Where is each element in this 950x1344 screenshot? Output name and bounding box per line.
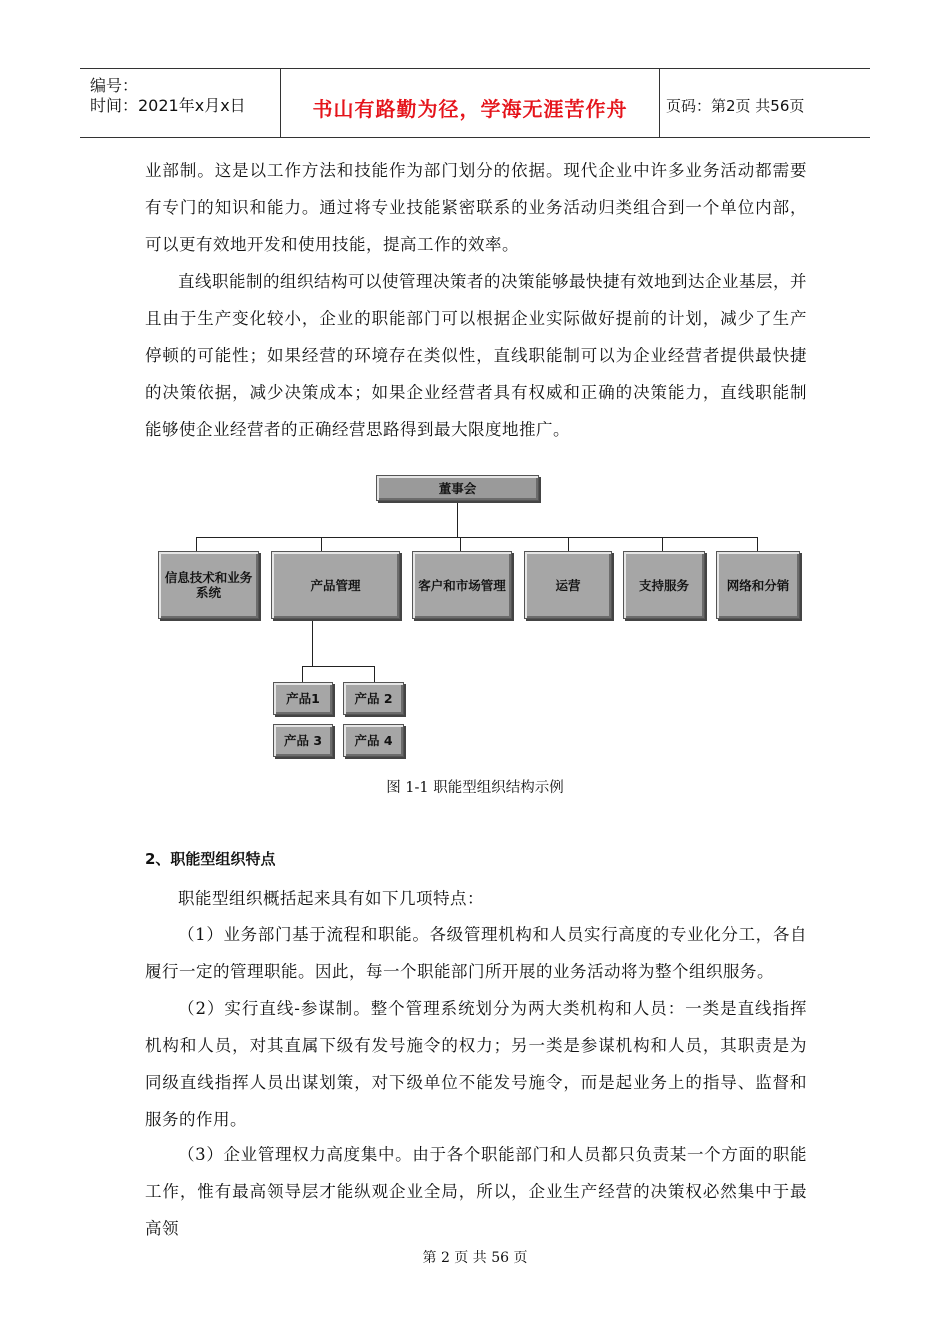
- department-bus: [196, 537, 757, 538]
- dept-connector: [321, 537, 322, 551]
- product-box: 产品1: [273, 682, 333, 715]
- dept-box-operations: 运营: [524, 551, 612, 619]
- dept-box-it: 信息技术和业务系统: [158, 551, 259, 619]
- section-paragraph-4: （3）企业管理权力高度集中。由于各个职能部门和人员都只负责某一个方面的职能工作，惟有最高领导层才能纵观企业全局，所以，企业生产经营的决策权必然集中于最高领: [145, 1145, 807, 1238]
- dept-connector: [757, 537, 758, 551]
- header-page-cell: [660, 69, 870, 137]
- section-title: 2、职能型组织特点: [145, 850, 276, 868]
- product-connector: [302, 666, 303, 682]
- product-connector: [374, 666, 375, 682]
- dept-connector: [196, 537, 197, 551]
- dept-connector: [568, 537, 569, 551]
- header-meta-cell: [80, 69, 281, 137]
- paragraph-1: 业部制。这是以工作方法和技能作为部门划分的依据。现代企业中许多业务活动都需要有专门的知识和能力。通过将专业技能紧密联系的业务活动归类组合到一个单位内部，可以更有效地开发和使用技能，提高工作的效率。: [145, 161, 807, 254]
- dept-box-network: 网络和分销: [716, 551, 800, 619]
- product-bus: [302, 666, 375, 667]
- figure-caption: 图 1-1 职能型组织结构示例: [386, 780, 564, 796]
- product-box: 产品 4: [343, 724, 404, 757]
- root-connector: [457, 501, 458, 537]
- header-motto-cell: [281, 69, 660, 137]
- section-paragraph-2: （1）业务部门基于流程和职能。各级管理机构和人员实行高度的专业化分工，各自履行一定的管理职能。因此，每一个职能部门所开展的业务活动将为整个组织服务。: [145, 925, 807, 981]
- dept-box-product: 产品管理: [271, 551, 400, 619]
- dept-connector: [662, 537, 663, 551]
- page-info: 页码：第2页 共56页: [666, 97, 805, 115]
- product-box: 产品 2: [343, 682, 404, 715]
- product-box: 产品 3: [273, 724, 333, 757]
- dept-box-customer: 客户和市场管理: [412, 551, 512, 619]
- number-label: 编号：: [90, 76, 139, 95]
- motto-text: 书山有路勤为径，学海无涯苦作舟: [312, 97, 628, 121]
- product-connector: [312, 618, 313, 666]
- section-paragraph-1: 职能型组织概括起来具有如下几项特点：: [178, 889, 484, 908]
- board-box: 董事会: [376, 475, 539, 501]
- dept-connector: [460, 537, 461, 551]
- page-header: [80, 68, 870, 138]
- time-label: 时间：2021年x月x日: [90, 96, 246, 115]
- page-footer: 第 2 页 共 56 页: [422, 1250, 528, 1266]
- dept-box-support: 支持服务: [623, 551, 705, 619]
- paragraph-2: 直线职能制的组织结构可以使管理决策者的决策能够最快捷有效地到达企业基层，并且由于生产变化较小，企业的职能部门可以根据企业实际做好提前的计划，减少了生产停顿的可能性；如果经营的环境存在类似性，直线职能制可以为企业经营者提供最快捷的决策依据，减少决策成本；如果企业经营者具有权威和正确的决策能力，直线职能制能够使企业经营者的正确经营思路得到最大限度地推广。: [145, 272, 807, 439]
- section-paragraph-3: （2）实行直线-参谋制。整个管理系统划分为两大类机构和人员：一类是直线指挥机构和人员，对其直属下级有发号施令的权力；另一类是参谋机构和人员，其职责是为同级直线指挥人员出谋划策，对下级单位不能发号施令，而是起业务上的指导、监督和服务的作用。: [145, 999, 807, 1129]
